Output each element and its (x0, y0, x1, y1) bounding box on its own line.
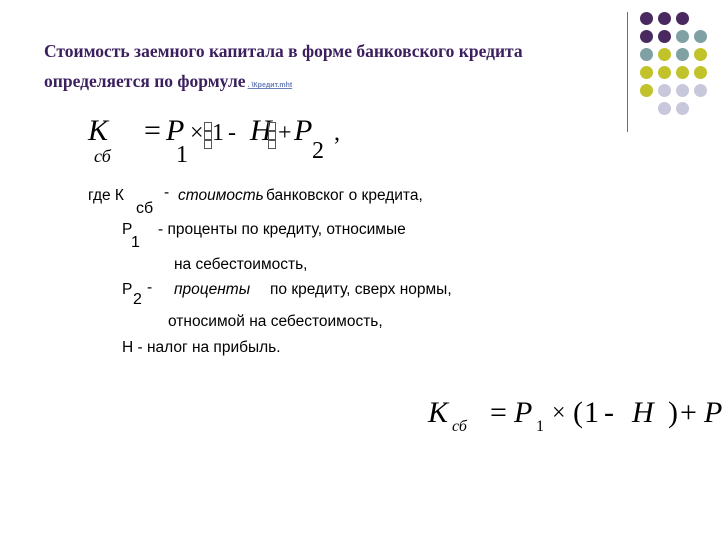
formula-P2: P (294, 114, 313, 147)
decorative-dot (640, 12, 653, 25)
decorative-dot (658, 66, 671, 79)
formula2-times: × (552, 400, 566, 426)
formula2-P: P (704, 396, 722, 429)
decorative-dot (658, 48, 671, 61)
formula2-one: 1 (584, 396, 599, 429)
def-p2: Р (122, 281, 133, 298)
decorative-dot (694, 48, 707, 61)
decorative-dot (676, 48, 689, 61)
formula-box (204, 140, 212, 149)
def-p1-subscript: 1 (131, 234, 140, 251)
decorative-dot (676, 30, 689, 43)
formula-minus: - (228, 120, 236, 146)
formula2-K: K (428, 396, 449, 429)
def-p1: Р (122, 221, 133, 238)
def-p2-subscript: 2 (133, 291, 142, 308)
formula-box (268, 131, 276, 140)
formula2-lparen: ( (573, 396, 583, 429)
decorative-dot (640, 48, 653, 61)
credit-link[interactable]: . \Кредит.mht (247, 82, 293, 89)
formula2-minus: - (604, 396, 614, 429)
formula-box (204, 122, 212, 131)
formula2-H: H (632, 396, 654, 429)
def-k-italic: стоимость (178, 187, 264, 204)
decorative-dot (694, 12, 707, 25)
formula2-equals: = (490, 396, 507, 429)
def-k-rest: банковског о кредита, (266, 187, 423, 204)
def-h: Н - налог на прибыль. (122, 339, 281, 356)
formula-box (204, 131, 212, 140)
title-text: Стоимость заемного капитала в форме банковского кредита определяется по формуле (44, 41, 523, 91)
decorative-dot (658, 30, 671, 43)
formula2-rparen: ) (668, 396, 678, 429)
decorative-dot (694, 66, 707, 79)
formula-equals: = (144, 114, 161, 147)
slide-title (44, 36, 604, 101)
formula-P1: P (166, 114, 185, 147)
decorative-dot (676, 66, 689, 79)
formula2-P1-subscript: 1 (536, 418, 544, 435)
formula2-P1: P (514, 396, 533, 429)
formula-plus: + (278, 120, 292, 146)
decorative-dot (694, 102, 707, 115)
formula-K: K (88, 114, 109, 147)
divider-line (627, 12, 628, 132)
formula-box (268, 122, 276, 131)
decorative-dot (694, 84, 707, 97)
def-p2-rest: по кредиту, сверх нормы, (270, 281, 452, 298)
def-p1-text: - проценты по кредиту, относимые (158, 221, 406, 238)
decorative-dot (640, 102, 653, 115)
def-gde: где К (88, 187, 124, 204)
formula-main (88, 108, 348, 168)
decorative-dot-grid (640, 12, 709, 117)
formula-box (268, 140, 276, 149)
decorative-dot (640, 84, 653, 97)
decorative-dot (640, 30, 653, 43)
formula-H: H (250, 114, 272, 147)
decorative-dot (640, 66, 653, 79)
def-p2-dash: - (147, 279, 153, 296)
formula2-K-subscript: сб (452, 418, 467, 435)
formula-bottom (428, 396, 720, 446)
decorative-dot (658, 102, 671, 115)
def-p2-italic: проценты (174, 281, 251, 298)
formula-one: 1 (212, 120, 224, 146)
decorative-dot (694, 30, 707, 43)
def-p1-continued: на себестоимость, (174, 256, 308, 273)
formula-comma: , (334, 120, 340, 146)
formula-P2-subscript: 2 (312, 138, 324, 164)
decorative-dot (658, 84, 671, 97)
formula-K-subscript: сб (94, 146, 111, 166)
def-p2-continued: относимой на себестоимость, (168, 313, 383, 330)
decorative-dot (658, 12, 671, 25)
formula2-plus: + (680, 396, 697, 429)
decorative-dot (676, 84, 689, 97)
def-k-dash: - (164, 184, 170, 201)
decorative-dot (676, 12, 689, 25)
def-k-subscript: сб (136, 200, 154, 217)
formula-P1-subscript: 1 (176, 142, 188, 168)
decorative-dot (676, 102, 689, 115)
formula-times: × (190, 120, 204, 146)
